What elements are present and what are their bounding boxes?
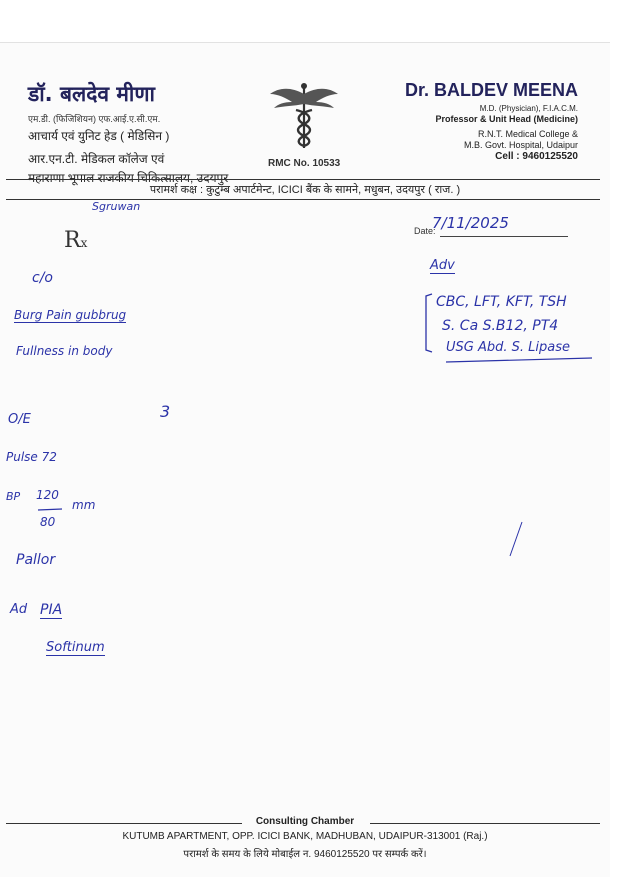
footer-chamber-label: Consulting Chamber (255, 816, 355, 827)
handwritten-scribble: 3 (160, 402, 171, 421)
handwritten-bp-label: BP (6, 490, 21, 503)
footer-address: KUTUMB APARTMENT, OPP. ICICI BANK, MADHUBAN, UDAIPUR-313001 (Raj.) (122, 831, 488, 842)
handwritten-bp-systolic: 120 (36, 488, 59, 502)
designation-hindi: आचार्य एवं युनिट हेड ( मेडिसिन ) (28, 129, 170, 143)
header-rule-top (6, 179, 600, 180)
handwritten-exam-head: O/E (8, 412, 31, 427)
college-english: R.N.T. Medical College & (477, 129, 578, 139)
handwritten-advice-line: CBC, LFT, KFT, TSH (436, 294, 567, 310)
rx-symbol: Rx (64, 228, 88, 253)
handwritten-advice-line: USG Abd. S. Lipase (446, 340, 570, 355)
cell-number: Cell : 9460125520 (495, 151, 578, 162)
doctor-name-hindi: डॉ. बलदेव मीणा (28, 82, 155, 106)
doctor-header-english (405, 80, 578, 162)
doctor-name-english: Dr. BALDEV MEENA (404, 80, 578, 100)
handwritten-pulse: Pulse 72 (6, 450, 57, 464)
rmc-number: RMC No. 10533 (268, 158, 341, 169)
college-hindi: आर.एन.टी. मेडिकल कॉलेज एवं (28, 152, 165, 166)
hospital-hindi: महाराणा भूपाल राजकीय चिकित्सालय, उदयपुर (28, 171, 229, 185)
handwritten-complaint-head: c/o (32, 270, 53, 286)
handwritten-bp-diastolic: 80 (40, 515, 56, 529)
date-line (440, 236, 568, 237)
handwritten-advice-head: Adv (430, 258, 455, 273)
footer-contact-hindi: परामर्श के समय के लिये मोबाईल न. 9460125520 पर सम्पर्क करें। (183, 849, 427, 860)
designation-english: Professor & Unit Head (Medicine) (435, 114, 578, 124)
handwritten-date: 7/11/2025 (432, 214, 509, 232)
degrees-hindi: एम.डी. (फिजिशियन) एफ.आई.ए.सी.एम. (28, 114, 161, 124)
chamber-address-hindi: परामर्श कक्ष : कुटुम्ब अपार्टमेन्ट, ICICI बैंक के सामने, मधुबन, उदयपुर ( राज. ) (149, 184, 461, 196)
degrees-english: M.D. (Physician), F.I.A.C.M. (479, 104, 578, 113)
handwritten-diagnosis: PIA (40, 602, 63, 618)
handwritten-advice-line: S. Ca S.B12, PT4 (442, 318, 559, 334)
caduceus-logo (268, 80, 340, 152)
handwritten-bp-unit: mm (72, 498, 96, 512)
doctor-header-hindi (28, 80, 228, 186)
handwritten-drug: Softinum (46, 640, 105, 655)
date-label: Date: (414, 226, 436, 236)
handwritten-patient-name: Sgruwan (92, 200, 141, 213)
handwritten-advice-mark: Ad (10, 602, 28, 617)
hospital-english: M.B. Govt. Hospital, Udaipur (463, 140, 578, 150)
handwritten-complaint: Fullness in body (16, 344, 113, 358)
handwritten-complaint: Burg Pain gubbrug (14, 308, 127, 322)
handwritten-pallor: Pallor (16, 552, 56, 568)
